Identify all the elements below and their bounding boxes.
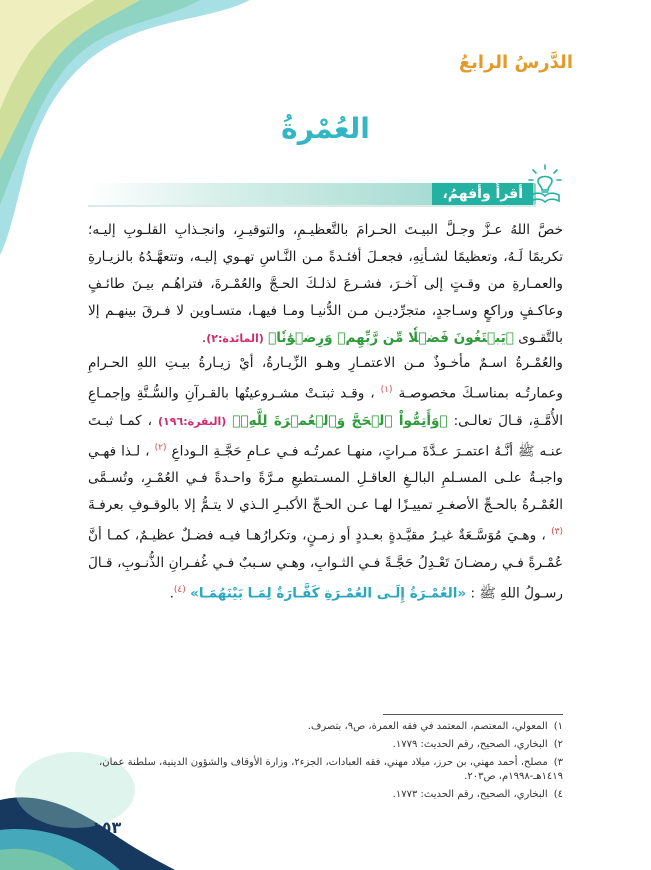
footnote-number: ٣) xyxy=(553,757,563,768)
footnote-mark-1: (١) xyxy=(380,385,393,395)
lightbulb-book-icon xyxy=(527,163,563,203)
lesson-title: العُمْرةُ xyxy=(281,112,370,145)
page-number: ١٥٣ xyxy=(92,818,122,837)
footnote-4 xyxy=(88,788,563,802)
paragraph-1-end: . xyxy=(201,330,207,346)
footnote-number: ٤) xyxy=(553,789,563,800)
footnote-number: ٢) xyxy=(553,739,563,750)
paragraph-2-text-4: ، لـذا فهـي واجبـةٌ علـى المسـلمِ البالـغِ العاقـلِ المسـتطيعِ مـرَّةً واحـدةً فـي العُمْـرِ، وتُسـمَّى العُمْـرةُ بالحـجِّ الأصغـرِ تمييـزًا لهـا عـن الحـجِّ الأكبـرِ الـذي لا يتـمُّ إلا بالوقـوفِ بعرفـةَ xyxy=(88,443,563,514)
paragraph-2-text-2: ، وقـد ثبتـتْ مشـروعيتُها بالقـرآنِ والسُّـنَّةِ وإجمـاعِ الأُمَّـةِ، قـالَ تعالـى: xyxy=(88,385,564,429)
footnote-text: المعولي، المعتصم، المعتمد في فقه العمرة، ص٩، بتصرف. xyxy=(307,721,548,732)
paragraph-2-text-1: والعُمْـرةُ اسـمٌ مأخـوذٌ مـن الاعتمـارِ وهـو الزِّيـارةُ، أيْ زيـارةُ بيـتِ اللهِ الحـرامِ وعمارتُـه بمناسـكَ مخصوصـة xyxy=(88,355,563,402)
paragraph-2-text-5: ، وهـيَ مُوَسَّـعَةٌ غيـرُ مقيَّـدةٍ بعـددٍ أو زمـنٍ، وتكرارُهـا فيـه فضـلٌ عظيـمٌ، كمـا أنَّ عُمْـرةً فـي رمضـانَ تَعْـدِلُ حَجَّـةً فـي الثـوابِ، وهـي سـببٌ فـي غُفـرانِ الذُّنـوبِ، قـالَ رسـولُ اللهِ ﷺ : xyxy=(88,527,563,602)
footnote-2 xyxy=(88,738,563,752)
verse-ref-1: (المائدة:٢) xyxy=(206,332,264,345)
paragraph-2-text-3: ، كمـا ثبـتَ عنـه ﷺ أنَّـهُ اعتمـرَ عـدَّةَ مـراتٍ، منهـا عمرتُـه فـي عـامِ حَجَّـةِ الـوداعِ xyxy=(88,412,563,460)
footnote-divider xyxy=(383,714,563,715)
footnote-text: مصلح، أحمد مهني، بن حرز، ميلاد مهني، فقه العبادات، الجزء٢، وزارة الأوقاف والشؤون الدينية، سلطنة عمان، ١٤١٩هـ-١٩٩٨م، ص٢٠٣. xyxy=(99,757,563,782)
footnotes xyxy=(88,720,563,806)
read-section-underline xyxy=(88,205,536,207)
quran-verse-1: ﴿يَبۡتَغُونَ فَضۡلٗا مِّن رَّبِّهِمۡ وَرِضۡوَٰنٗا﴾ xyxy=(268,330,514,346)
footnote-mark-4: (٤) xyxy=(173,584,186,595)
paragraph-2-end: . xyxy=(169,585,174,602)
footnote-mark-2: (٢) xyxy=(154,442,167,453)
quran-verse-2: ﴿وَأَتِمُّواْ ٱلۡحَجَّ وَٱلۡعُمۡرَةَ لِلَّهِۚ﴾ xyxy=(232,412,448,429)
read-section-label: أقرأُ وأفهمُ، xyxy=(432,183,533,205)
footnote-text: البخاري، الصحيح، رقم الحديث: ١٧٧٣. xyxy=(392,789,548,800)
verse-ref-2: (البقرة:١٩٦) xyxy=(158,414,227,428)
paragraph-2 xyxy=(88,350,563,607)
footnote-text: البخاري، الصحيح، رقم الحديث: ١٧٧٩. xyxy=(392,739,548,750)
footnote-1 xyxy=(88,720,563,734)
paragraph-1 xyxy=(88,217,563,352)
hadith-quote: «العُمْـرَةُ إِلَـى العُمْـرَةِ كَفَّـارَةٌ لِمَـا بَيْنَهُمَـا» xyxy=(190,585,467,602)
footnote-number: ١) xyxy=(553,721,563,732)
lesson-label: الدَّرسُ الرابعُ xyxy=(458,52,573,73)
paragraph-1-text: خصَّ اللهُ عـزَّ وجـلَّ البيـتَ الحـرامَ بالتَّعظيـمِ، والتوقيـرِ، وانجـذابِ القلـوبِ إليـه؛ تكريمًا لَـهُ، وتعظيمًا لشـأنِهِ، فجعـلَ أفئـدةً مـن النَّـاسِ تهـوي إليـه، وتتعهَّـدُهُ بالزيـارةِ والعمـارةِ من وقـتٍ إلى آخـرَ، فشـرعَ لذلـكَ الحـجَّ والعُمْـرةَ، فتراهُـم بيـنَ طائـفٍ وعاكـفٍ وراكعٍ وسـاجدٍ، متجرِّديـن مـن الدُّنيـا ومـا فيهـا، متسـاوين لا فـرقَ بينهـم إلا بالتَّقـوى xyxy=(88,222,563,346)
footnote-mark-3: (٣) xyxy=(551,527,563,538)
footnote-3 xyxy=(88,756,563,784)
